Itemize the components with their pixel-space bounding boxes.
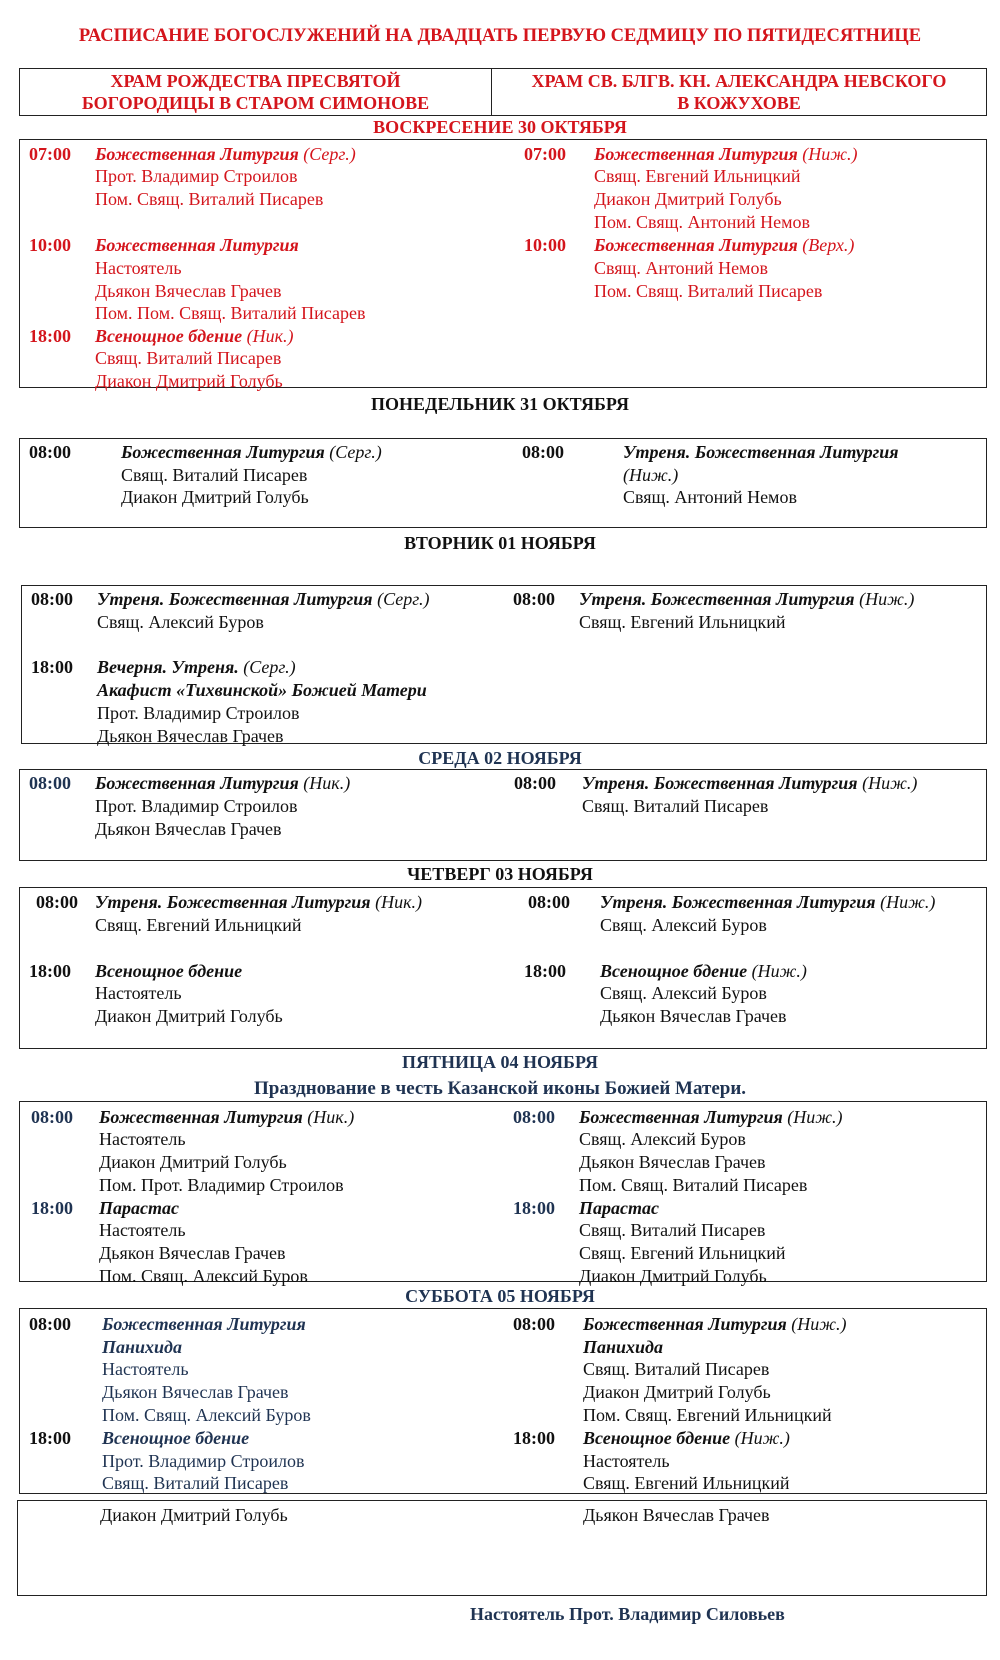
clergy-name: Дьякон Вячеслав Грачев <box>102 1382 289 1402</box>
service-time: 10:00 <box>29 235 71 255</box>
clergy-name: Диакон Дмитрий Голубь <box>95 1006 283 1026</box>
service-name: Божественная Литургия <box>102 1314 306 1334</box>
clergy-name: Настоятель <box>99 1220 186 1240</box>
clergy-name: Свящ. Евгений Ильницкий <box>579 1243 786 1263</box>
clergy-name: Настоятель <box>99 1129 186 1149</box>
service-place: (Ниж.) <box>734 1428 790 1448</box>
service-name: Акафист «Тихвинской» Божией Матери <box>97 680 427 700</box>
clergy-name: Пом. Свящ. Алексий Буров <box>99 1266 308 1286</box>
service-entry <box>582 772 917 794</box>
service-time: 10:00 <box>524 235 566 255</box>
clergy-name: Дьякон Вячеслав Грачев <box>95 281 282 301</box>
clergy-name: Диакон Дмитрий Голубь <box>100 1505 288 1525</box>
service-place: (Ник.) <box>246 326 294 346</box>
clergy-name: Дьякон Вячеслав Грачев <box>583 1505 770 1525</box>
clergy-name: Пом. Пом. Свящ. Виталий Писарев <box>95 303 366 323</box>
service-time: 08:00 <box>31 589 73 609</box>
service-name: Утреня. Божественная Литургия <box>623 442 899 462</box>
service-entry <box>97 588 429 610</box>
clergy-name: Свящ. Алексий Буров <box>97 612 264 632</box>
service-time: 07:00 <box>29 144 71 164</box>
service-name: Всенощное бдение <box>102 1428 250 1448</box>
service-time: 18:00 <box>31 1198 73 1218</box>
church-right-name-line1: ХРАМ СВ. БЛГВ. КН. АЛЕКСАНДРА НЕВСКОГО <box>531 71 947 91</box>
service-entry <box>97 656 296 678</box>
service-place: (Серг.) <box>329 442 382 462</box>
clergy-name: Пом. Свящ. Виталий Писарев <box>95 189 324 209</box>
service-name: Парастас <box>579 1198 659 1218</box>
clergy-name: Настоятель <box>583 1451 670 1471</box>
clergy-name: Настоятель <box>95 258 182 278</box>
clergy-name: Дьякон Вячеслав Грачев <box>99 1243 286 1263</box>
clergy-name: Свящ. Алексий Буров <box>579 1129 746 1149</box>
clergy-name: Прот. Владимир Строилов <box>95 796 298 816</box>
clergy-name: Дьякон Вячеслав Грачев <box>600 1006 787 1026</box>
clergy-name: Свящ. Алексий Буров <box>600 983 767 1003</box>
clergy-name: Пом. Свящ. Алексий Буров <box>102 1405 311 1425</box>
clergy-name: Свящ. Виталий Писарев <box>579 1220 766 1240</box>
service-entry <box>594 143 858 165</box>
church-right-name-line2: В КОЖУХОВЕ <box>677 93 801 113</box>
service-place: (Ник.) <box>375 892 422 912</box>
service-entry <box>600 891 935 913</box>
service-time: 08:00 <box>513 589 555 609</box>
day-heading-thursday: ЧЕТВЕРГ 03 НОЯБРЯ <box>407 864 593 884</box>
service-name: Утреня. Божественная Литургия <box>600 892 876 912</box>
clergy-name: Свящ. Виталий Писарев <box>121 465 308 485</box>
clergy-name: Дьякон Вячеслав Грачев <box>579 1152 766 1172</box>
service-name: Панихида <box>583 1337 663 1357</box>
service-entry <box>583 1313 847 1335</box>
service-time: 08:00 <box>31 1107 73 1127</box>
service-time: 18:00 <box>513 1198 555 1218</box>
clergy-name: Диакон Дмитрий Голубь <box>95 371 283 391</box>
clergy-name: Пом. Свящ. Виталий Писарев <box>594 281 823 301</box>
service-name: Божественная Литургия <box>583 1314 787 1334</box>
clergy-name: Настоятель <box>95 983 182 1003</box>
clergy-name: Пом. Свящ. Виталий Писарев <box>579 1175 808 1195</box>
clergy-name: Свящ. Виталий Писарев <box>95 348 282 368</box>
service-time: 18:00 <box>513 1428 555 1448</box>
day-heading-tuesday: ВТОРНИК 01 НОЯБРЯ <box>404 533 596 553</box>
service-entry <box>95 772 350 794</box>
service-name: Утреня. Божественная Литургия <box>582 773 858 793</box>
service-name: Божественная Литургия <box>579 1107 783 1127</box>
service-place: (Ниж.) <box>787 1107 843 1127</box>
clergy-name: Свящ. Антоний Немов <box>594 258 768 278</box>
service-name: Вечерня. Утреня. <box>97 657 239 677</box>
day-heading-monday: ПОНЕДЕЛЬНИК 31 ОКТЯБРЯ <box>371 394 629 414</box>
clergy-name: Дьякон Вячеслав Грачев <box>95 819 282 839</box>
service-name: Божественная Литургия <box>121 442 325 462</box>
service-entry <box>579 1106 843 1128</box>
church-left-header <box>20 69 492 115</box>
clergy-name: Дьякон Вячеслав Грачев <box>97 726 284 746</box>
clergy-name: Пом. Прот. Владимир Строилов <box>99 1175 344 1195</box>
service-name: Всенощное бдение <box>95 326 243 346</box>
service-place: (Серг.) <box>303 144 356 164</box>
service-name: Божественная Литургия <box>95 235 299 255</box>
service-name: Парастас <box>99 1198 179 1218</box>
feast-title: Празднование в честь Казанской иконы Божией Матери. <box>253 1078 747 1099</box>
clergy-name: Свящ. Евгений Ильницкий <box>95 915 302 935</box>
rector-signature: Настоятель Прот. Владимир Силовьев <box>470 1604 785 1624</box>
clergy-name: Диакон Дмитрий Голубь <box>594 189 782 209</box>
service-entry <box>95 143 356 165</box>
service-entry <box>121 441 382 463</box>
service-place: (Серг.) <box>243 657 296 677</box>
service-name: Божественная Литургия <box>95 144 299 164</box>
service-name: Всенощное бдение <box>600 961 748 981</box>
service-time: 18:00 <box>29 326 71 346</box>
service-time: 08:00 <box>514 773 556 793</box>
service-time: 08:00 <box>29 442 71 462</box>
service-time: 08:00 <box>513 1107 555 1127</box>
service-place: (Верх.) <box>802 235 855 255</box>
clergy-name: Прот. Владимир Строилов <box>97 703 300 723</box>
service-entry <box>600 960 807 982</box>
day-heading-wednesday: СРЕДА 02 НОЯБРЯ <box>418 748 582 768</box>
service-place: (Ник.) <box>307 1107 355 1127</box>
service-entry <box>594 234 854 256</box>
service-place: (Ниж.) <box>791 1314 847 1334</box>
service-time: 18:00 <box>29 961 71 981</box>
service-place: (Ниж.) <box>880 892 936 912</box>
service-entry <box>95 891 422 913</box>
page-title: РАСПИСАНИЕ БОГОСЛУЖЕНИЙ НА ДВАДЦАТЬ ПЕРВУЮ СЕДМИЦУ ПО ПЯТИДЕСЯТНИЦЕ <box>78 26 922 46</box>
service-name: Божественная Литургия <box>95 773 299 793</box>
service-place: (Ниж.) <box>623 465 679 485</box>
clergy-name: Свящ. Виталий Писарев <box>102 1473 289 1493</box>
clergy-name: Свящ. Виталий Писарев <box>583 1359 770 1379</box>
clergy-name: Диакон Дмитрий Голубь <box>99 1152 287 1172</box>
service-entry <box>583 1427 790 1449</box>
service-entry <box>579 588 914 610</box>
service-place: (Ниж.) <box>751 961 807 981</box>
service-time: 08:00 <box>522 442 564 462</box>
clergy-name: Свящ. Евгений Ильницкий <box>579 612 786 632</box>
clergy-name: Настоятель <box>102 1359 189 1379</box>
service-time: 08:00 <box>36 892 78 912</box>
church-left-name-line2: БОГОРОДИЦЫ В СТАРОМ СИМОНОВЕ <box>81 93 430 113</box>
service-time: 08:00 <box>528 892 570 912</box>
service-name: Всенощное бдение <box>583 1428 731 1448</box>
clergy-name: Диакон Дмитрий Голубь <box>121 487 309 507</box>
church-left-name-line1: ХРАМ РОЖДЕСТВА ПРЕСВЯТОЙ <box>110 71 401 91</box>
service-place: (Ниж.) <box>862 773 918 793</box>
day-heading-saturday: СУББОТА 05 НОЯБРЯ <box>405 1286 595 1306</box>
clergy-name: Прот. Владимир Строилов <box>95 166 298 186</box>
service-time: 18:00 <box>524 961 566 981</box>
service-time: 07:00 <box>524 144 566 164</box>
clergy-name: Пом. Свящ. Антоний Немов <box>594 212 810 232</box>
service-name: Божественная Литургия <box>99 1107 303 1127</box>
service-time: 18:00 <box>31 657 73 677</box>
service-name: Божественная Литургия <box>594 235 798 255</box>
church-header <box>19 68 987 116</box>
service-entry <box>99 1106 354 1128</box>
day-heading-sunday: ВОСКРЕСЕНИЕ 30 ОКТЯБРЯ <box>373 117 627 137</box>
service-time: 08:00 <box>513 1314 555 1334</box>
service-name: Божественная Литургия <box>594 144 798 164</box>
service-entry <box>95 325 294 347</box>
clergy-name: Свящ. Антоний Немов <box>623 487 797 507</box>
service-name: Утреня. Божественная Литургия <box>97 589 373 609</box>
day-heading-friday: ПЯТНИЦА 04 НОЯБРЯ <box>401 1052 599 1072</box>
service-place: (Ниж.) <box>859 589 915 609</box>
church-right-header <box>491 69 987 115</box>
service-name: Утреня. Божественная Литургия <box>579 589 855 609</box>
clergy-name: Диакон Дмитрий Голубь <box>583 1382 771 1402</box>
clergy-name: Прот. Владимир Строилов <box>102 1451 305 1471</box>
clergy-name: Свящ. Виталий Писарев <box>582 796 769 816</box>
service-time: 08:00 <box>29 773 71 793</box>
service-name: Утреня. Божественная Литургия <box>95 892 371 912</box>
service-place: (Серг.) <box>377 589 430 609</box>
service-place: (Ник.) <box>303 773 351 793</box>
clergy-name: Свящ. Евгений Ильницкий <box>594 166 801 186</box>
clergy-name: Пом. Свящ. Евгений Ильницкий <box>583 1405 832 1425</box>
service-name: Панихида <box>102 1337 182 1357</box>
service-time: 18:00 <box>29 1428 71 1448</box>
service-name: Всенощное бдение <box>95 961 243 981</box>
clergy-name: Свящ. Евгений Ильницкий <box>583 1473 790 1493</box>
service-time: 08:00 <box>29 1314 71 1334</box>
clergy-name: Свящ. Алексий Буров <box>600 915 767 935</box>
service-place: (Ниж.) <box>802 144 858 164</box>
clergy-name: Диакон Дмитрий Голубь <box>579 1266 767 1286</box>
